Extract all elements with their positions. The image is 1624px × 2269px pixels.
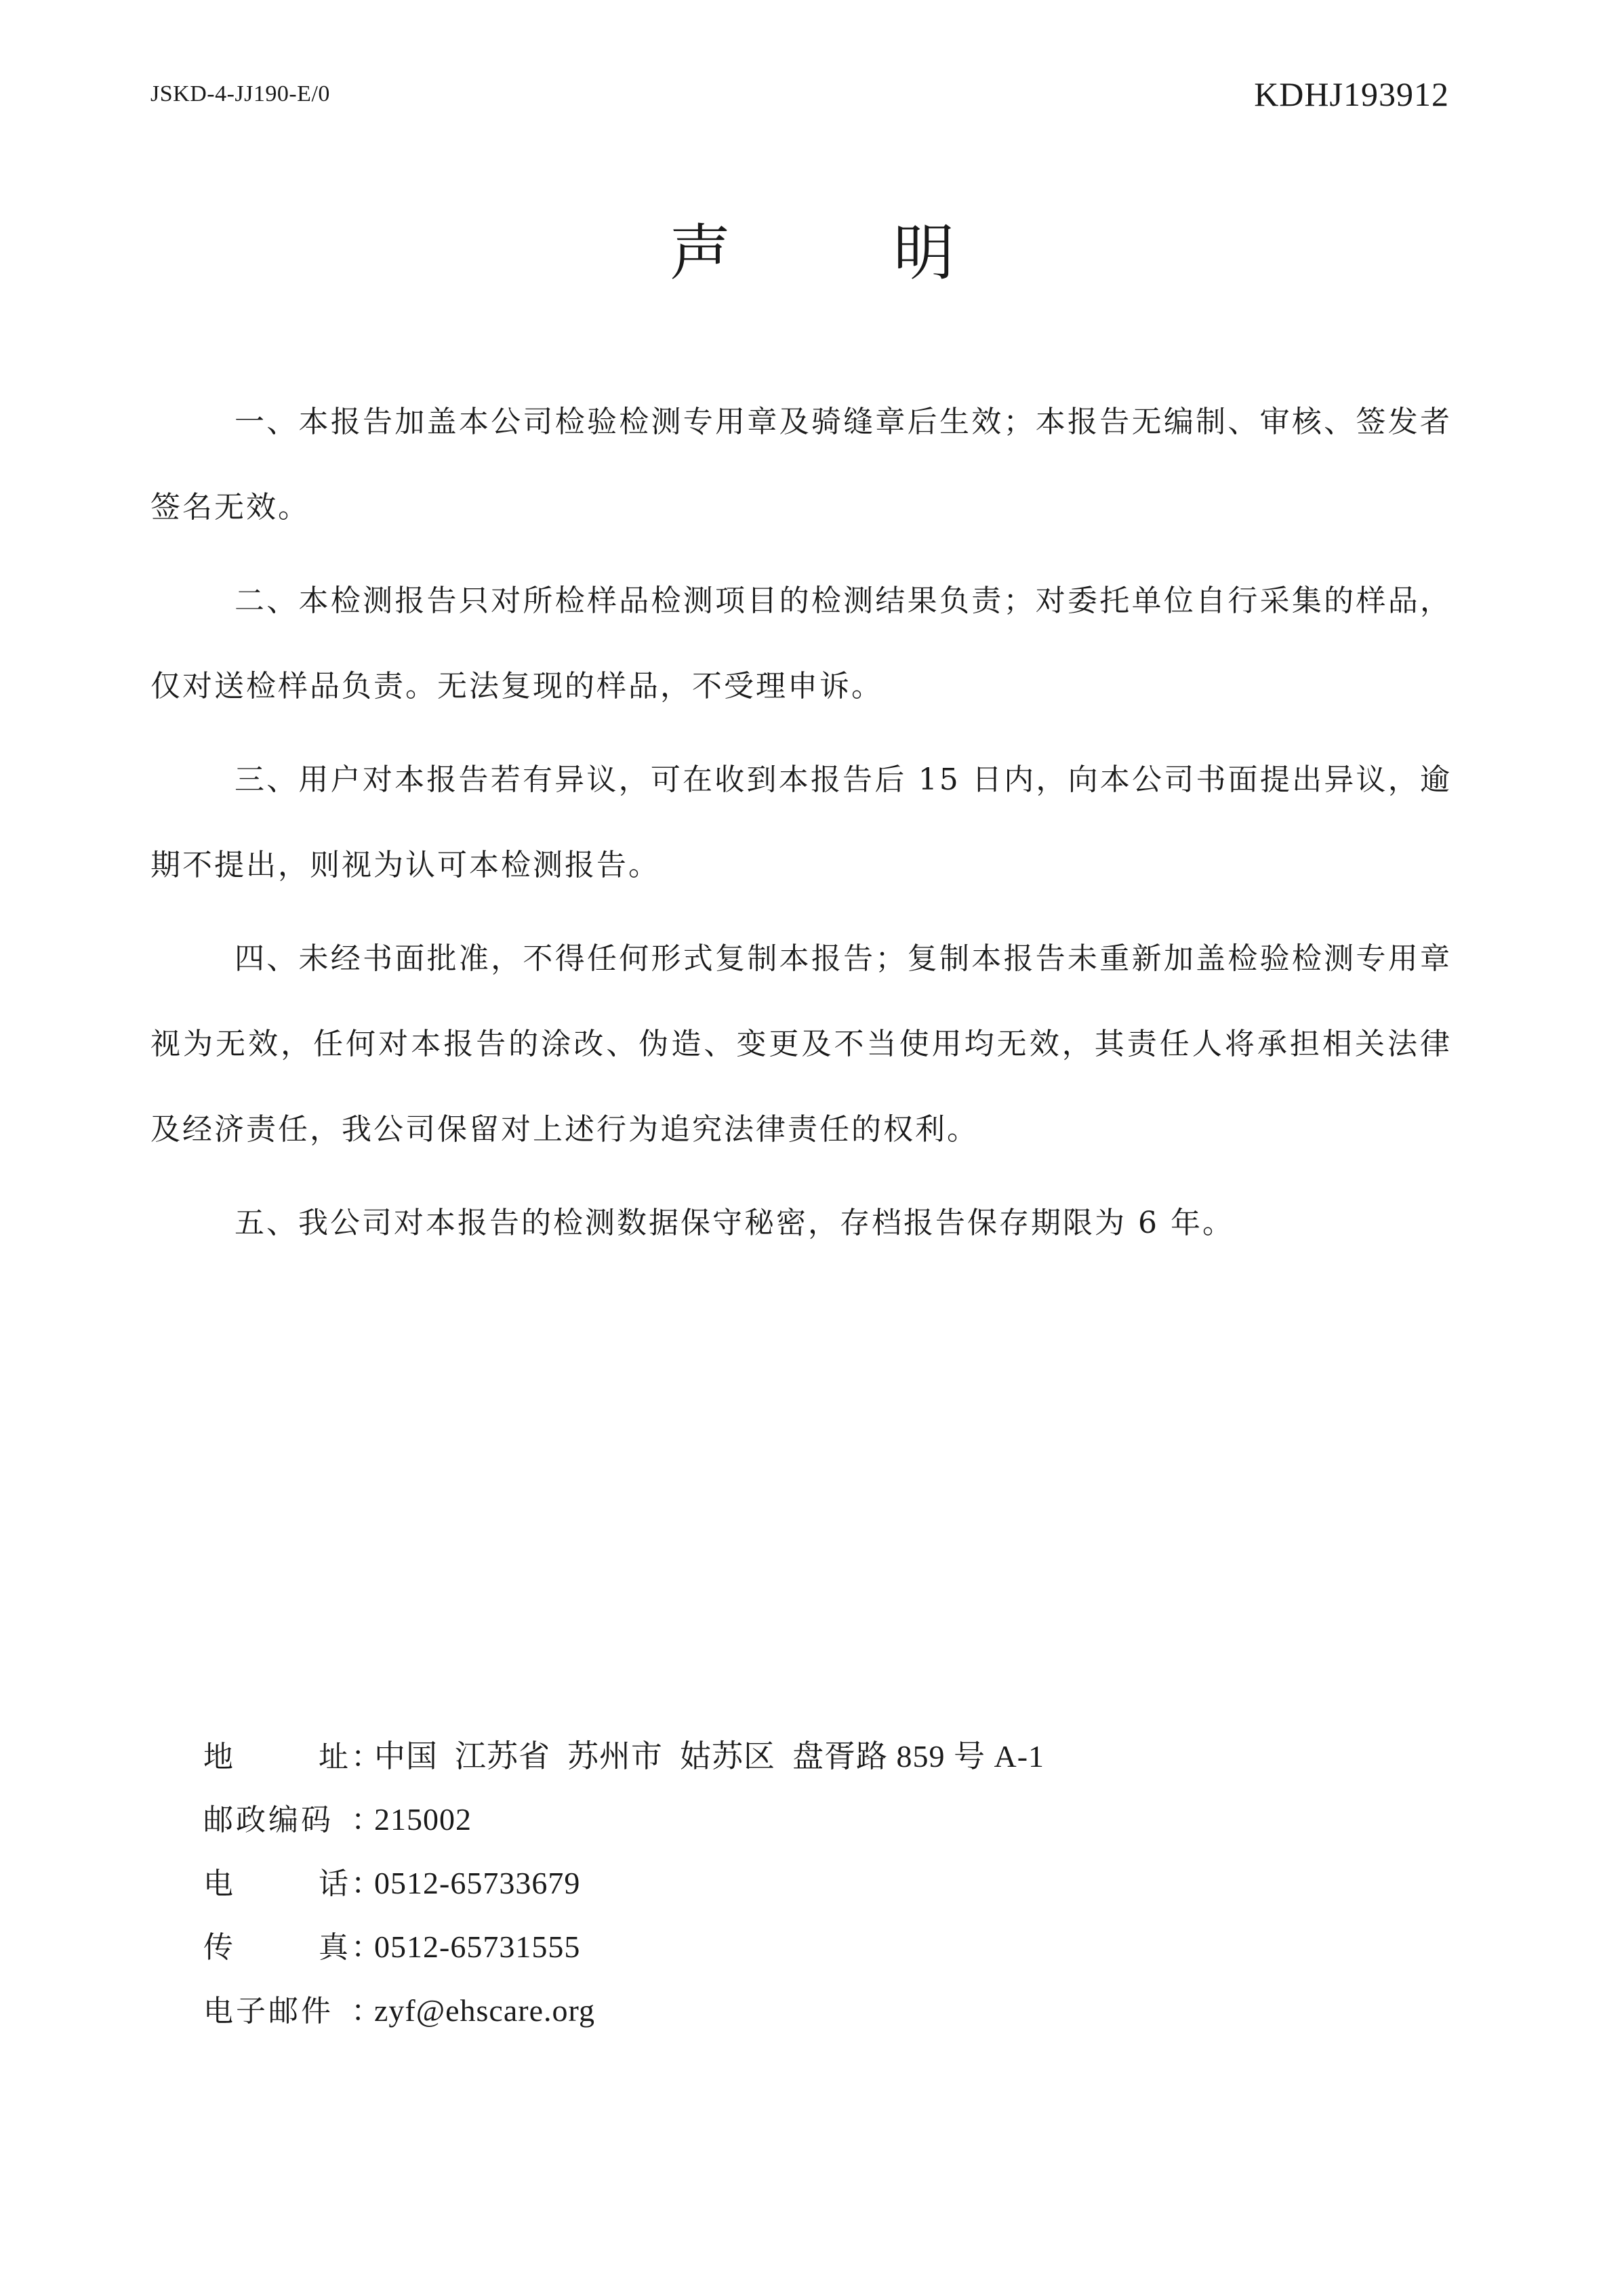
fax-colon: ： bbox=[351, 1930, 381, 1965]
report-number: KDHJ193912 bbox=[1254, 75, 1449, 113]
declaration-item-5: 五、我公司对本报告的检测数据保守秘密，存档报告保存期限为 6 年。 bbox=[235, 1206, 1234, 1240]
contact-phone-row bbox=[203, 1859, 1356, 1923]
contact-fax-row bbox=[203, 1923, 1356, 1986]
email-label: 电子邮件 bbox=[203, 1994, 333, 2028]
contact-postcode-row bbox=[203, 1795, 1356, 1859]
contact-info bbox=[203, 1732, 1356, 2050]
address-label: 地 址 bbox=[203, 1740, 351, 1774]
page-title: 声明 bbox=[670, 218, 1117, 289]
phone-colon: ： bbox=[351, 1866, 381, 1901]
postcode-colon: ： bbox=[351, 1803, 381, 1837]
document-code: JSKD-4-JJ190-E/0 bbox=[150, 81, 330, 106]
declaration-item-3: 三、用户对本报告若有异议，可在收到本报告后 15 日内，向本公司书面提出异议，逾期不提出，则视为认可本检测报告。 bbox=[150, 762, 1452, 882]
postcode-value: 215002 bbox=[374, 1802, 472, 1837]
fax-value: 0512-65731555 bbox=[374, 1929, 581, 1964]
email-colon: ： bbox=[351, 1994, 381, 2028]
address-colon: ： bbox=[351, 1740, 381, 1774]
declaration-item-4: 四、未经书面批准，不得任何形式复制本报告；复制本报告未重新加盖检验检测专用章视为无效，任何对本报告的涂改、伪造、变更及不当使用均无效，其责任人将承担相关法律及经济责任，我公司保留对上述行为追究法律责任的权利。 bbox=[150, 941, 1452, 1147]
contact-email-row bbox=[203, 1986, 1356, 2050]
declaration-item-2: 二、本检测报告只对所检样品检测项目的检测结果负责；对委托单位自行采集的样品，仅对送检样品负责。无法复现的样品，不受理申诉。 bbox=[150, 584, 1452, 703]
declaration-body bbox=[150, 380, 1452, 1274]
phone-label: 电 话 bbox=[203, 1866, 351, 1901]
email-value[interactable]: zyf@ehscare.org bbox=[374, 1993, 595, 2028]
phone-value: 0512-65733679 bbox=[374, 1866, 581, 1900]
contact-address-row bbox=[203, 1732, 1356, 1795]
address-value: 中国 江苏省 苏州市 姑苏区 盘胥路 859 号 A-1 bbox=[374, 1739, 1045, 1774]
fax-label: 传 真 bbox=[203, 1930, 351, 1965]
declaration-item-1: 一、本报告加盖本公司检验检测专用章及骑缝章后生效；本报告无编制、审核、签发者签名无效。 bbox=[150, 405, 1452, 525]
postcode-label: 邮政编码 bbox=[203, 1803, 333, 1837]
